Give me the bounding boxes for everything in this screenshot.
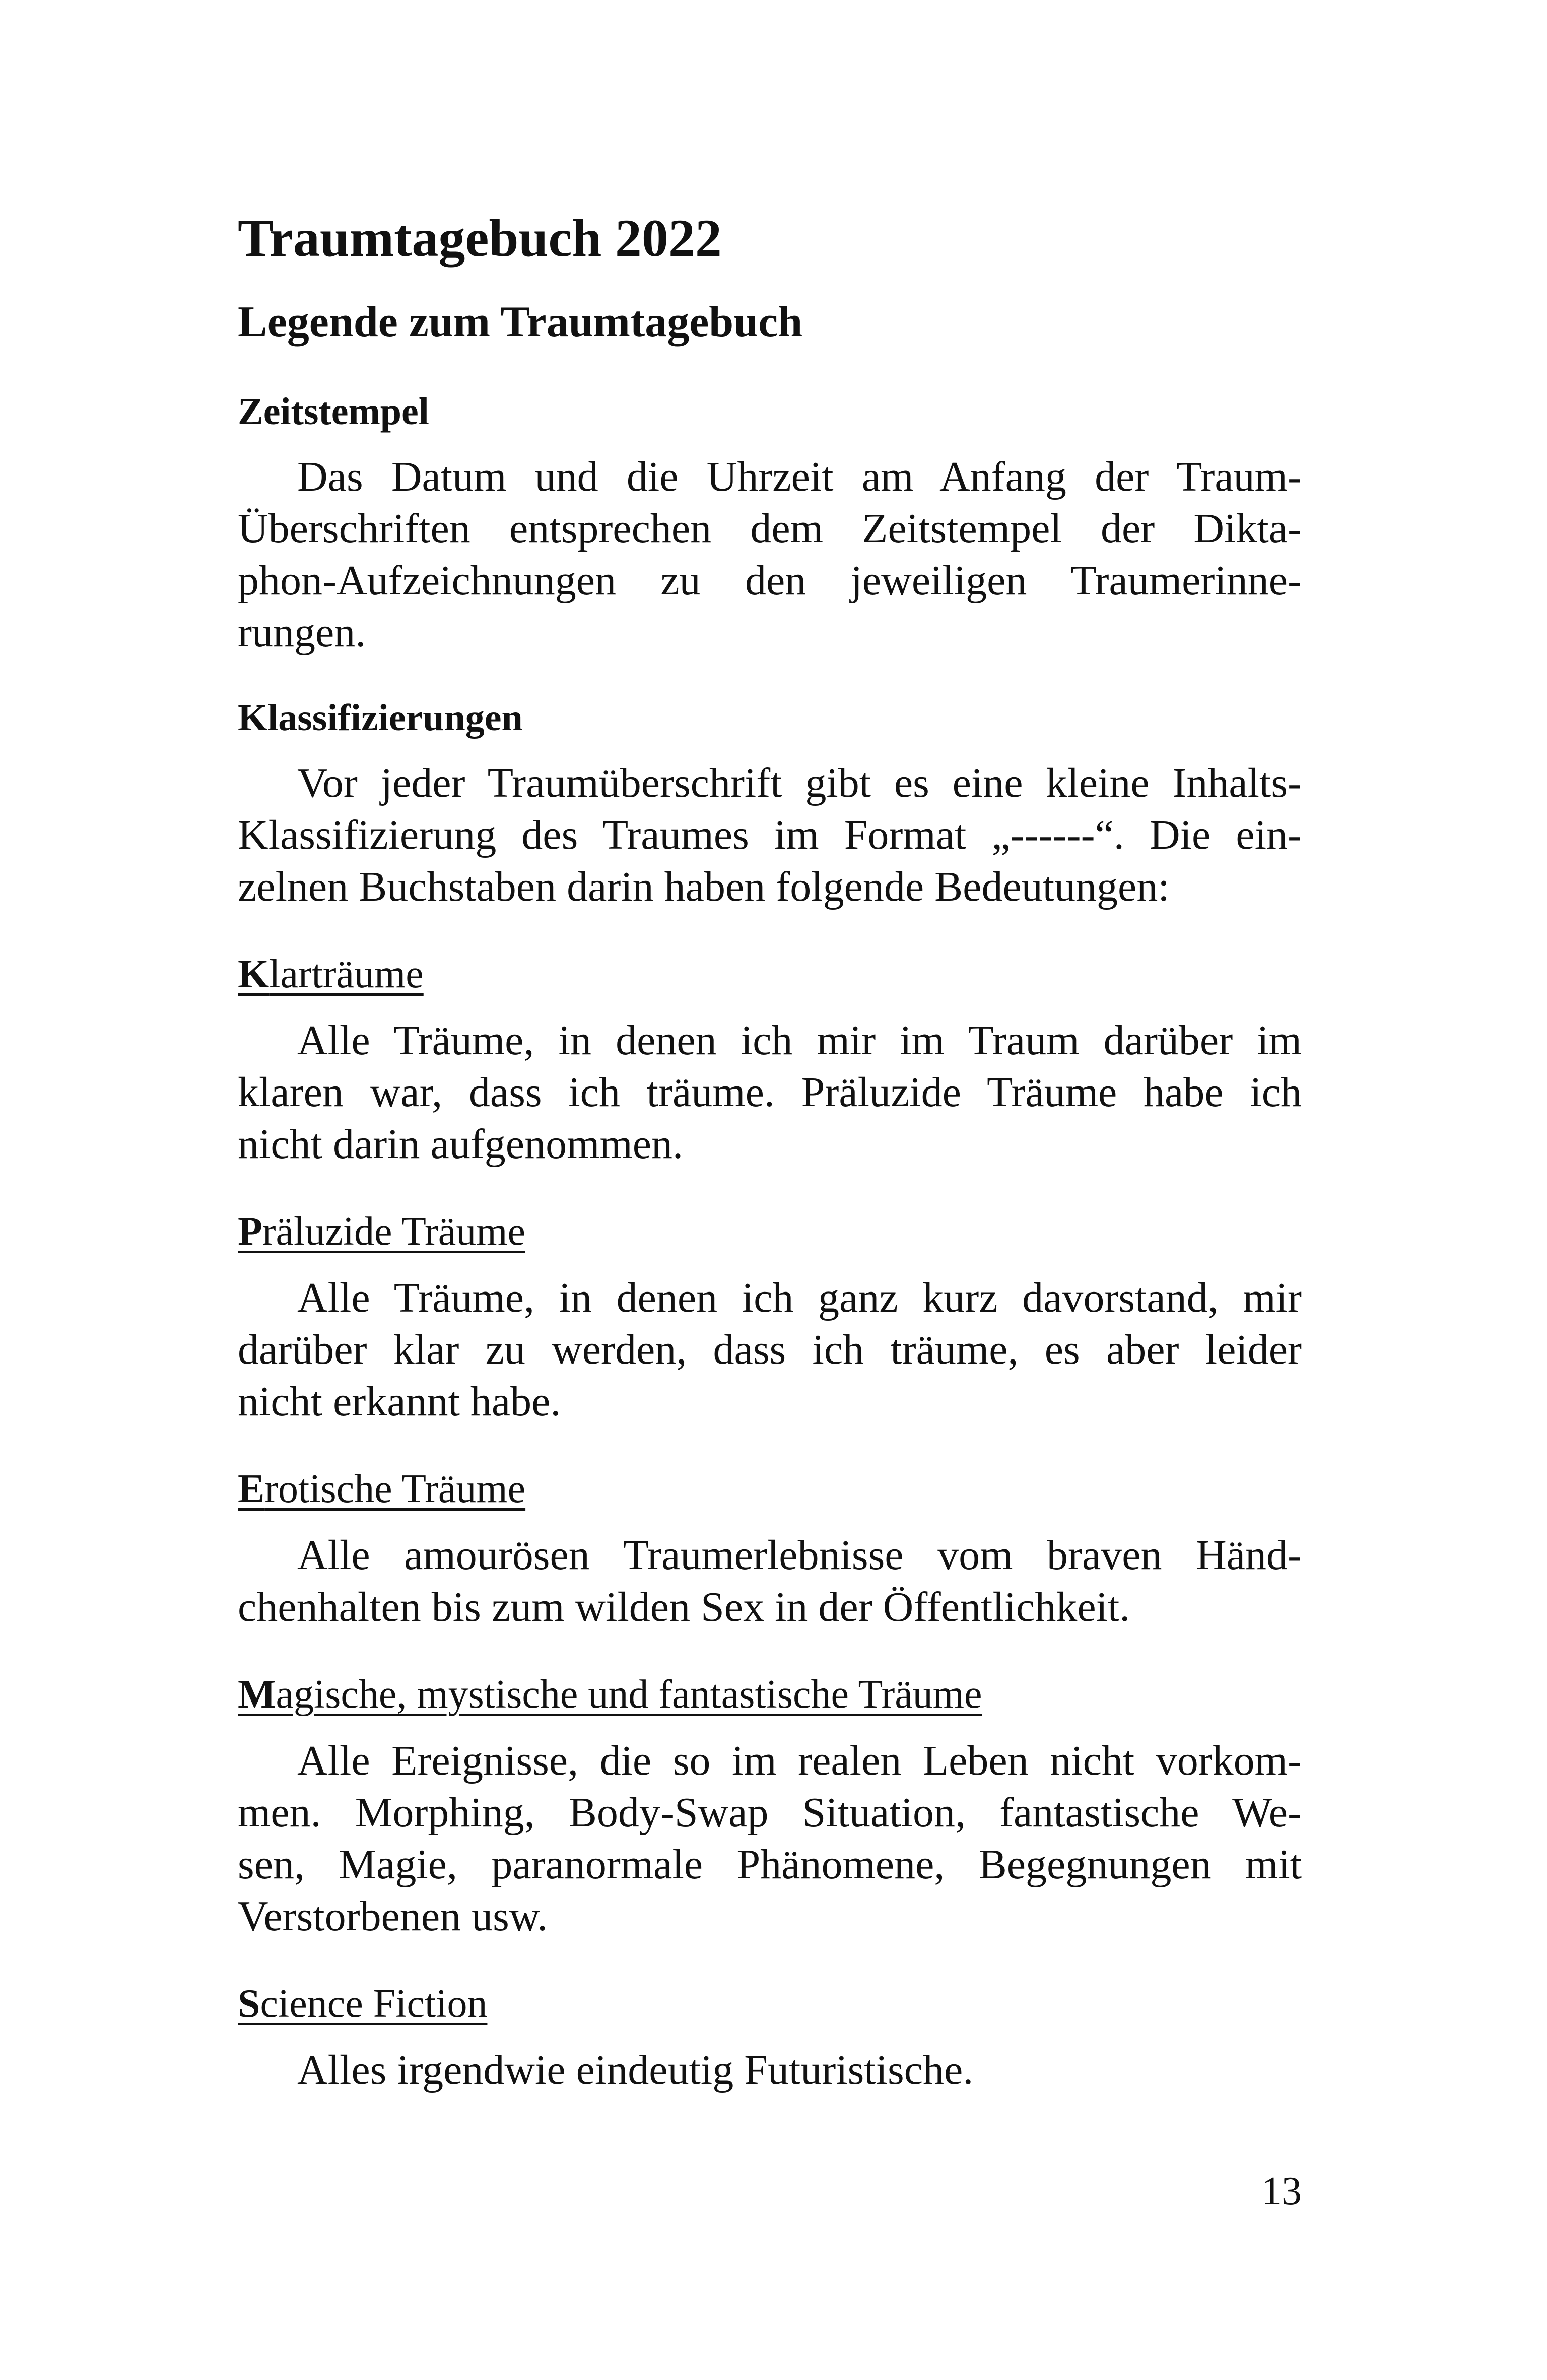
page-title: Traumtagebuch 2022 [238,209,722,267]
paragraph-line: Verstorbenen usw. [238,1893,548,1940]
paragraph-line: chenhalten bis zum wilden Sex in der Öffentlichkeit. [238,1584,1130,1630]
category-initial: E [238,1467,265,1511]
paragraph-line: nicht darin aufgenommen. [238,1121,684,1168]
category-initial: M [238,1672,276,1717]
category-label: larträume [269,952,424,996]
category-initial: K [238,952,270,996]
category-heading-klartraeume [238,954,1302,994]
page-number: 13 [1261,2169,1302,2213]
paragraph-line: men. Morphing, Body-Swap Situation, fantastische We- [238,1789,1302,1836]
paragraph-line: Vor jeder Traumüberschrift gibt es eine kleine Inhalts- [297,760,1302,806]
category-label: räluzide Träume [262,1209,525,1254]
paragraph-line: nicht erkannt habe. [238,1378,561,1425]
category-label: cience Fiction [260,1982,488,2026]
category-heading-science-fiction [238,1984,1302,2024]
paragraph-line: phon-Aufzeichnungen zu den jeweiligen Traumerinne- [238,557,1302,604]
paragraph-line: sen, Magie, paranormale Phänomene, Begegnungen mit [238,1841,1302,1888]
paragraph-line: Klassifizierung des Traumes im Format „------“. Die ein- [238,811,1302,858]
section-paragraph-zeitstempel [238,451,1302,658]
category-paragraph-klartraeume [238,1014,1302,1170]
category-heading-praeluzide-traeume [238,1211,1302,1252]
paragraph-line: zelnen Buchstaben darin haben folgende Bedeutungen: [238,863,1170,910]
paragraph-line: rungen. [238,609,366,656]
paragraph-line: Alle Träume, in denen ich mir im Traum darüber im [297,1017,1302,1064]
paragraph-line: klaren war, dass ich träume. Präluzide Träume habe ich [238,1069,1302,1116]
paragraph-line: Überschriften entsprechen dem Zeitstempel der Dikta- [238,505,1302,552]
paragraph-line: Das Datum und die Uhrzeit am Anfang der Traum- [297,453,1302,500]
page-subtitle: Legende zum Traumtagebuch [238,298,803,347]
category-paragraph-praeluzide-traeume [238,1272,1302,1427]
category-paragraph-erotische-traeume [238,1529,1302,1633]
category-heading-erotische-traeume [238,1469,1302,1509]
category-initial: S [238,1982,260,2026]
category-initial: P [238,1209,262,1254]
book-page [238,191,1302,2096]
paragraph-line: Alle Träume, in denen ich ganz kurz davorstand, mir [297,1274,1302,1321]
category-label: rotische Träume [264,1467,526,1511]
paragraph-line: Alles irgendwie eindeutig Futuristische. [297,2047,974,2093]
category-paragraph-magische-traeume [238,1735,1302,1942]
category-label: agische, mystische und fantastische Träume [276,1672,982,1717]
section-heading-klassifizierungen: Klassifizierungen [238,697,523,739]
paragraph-line: darüber klar zu werden, dass ich träume, es aber leider [238,1326,1302,1373]
category-heading-magische-traeume [238,1674,1302,1715]
section-paragraph-klassifizierungen [238,757,1302,913]
section-heading-zeitstempel: Zeitstempel [238,390,429,433]
paragraph-line: Alle Ereignisse, die so im realen Leben nicht vorkom- [297,1737,1302,1784]
paragraph-line: Alle amourösen Traumerlebnisse vom braven Händ- [297,1532,1302,1579]
category-paragraph-science-fiction [238,2044,1302,2096]
